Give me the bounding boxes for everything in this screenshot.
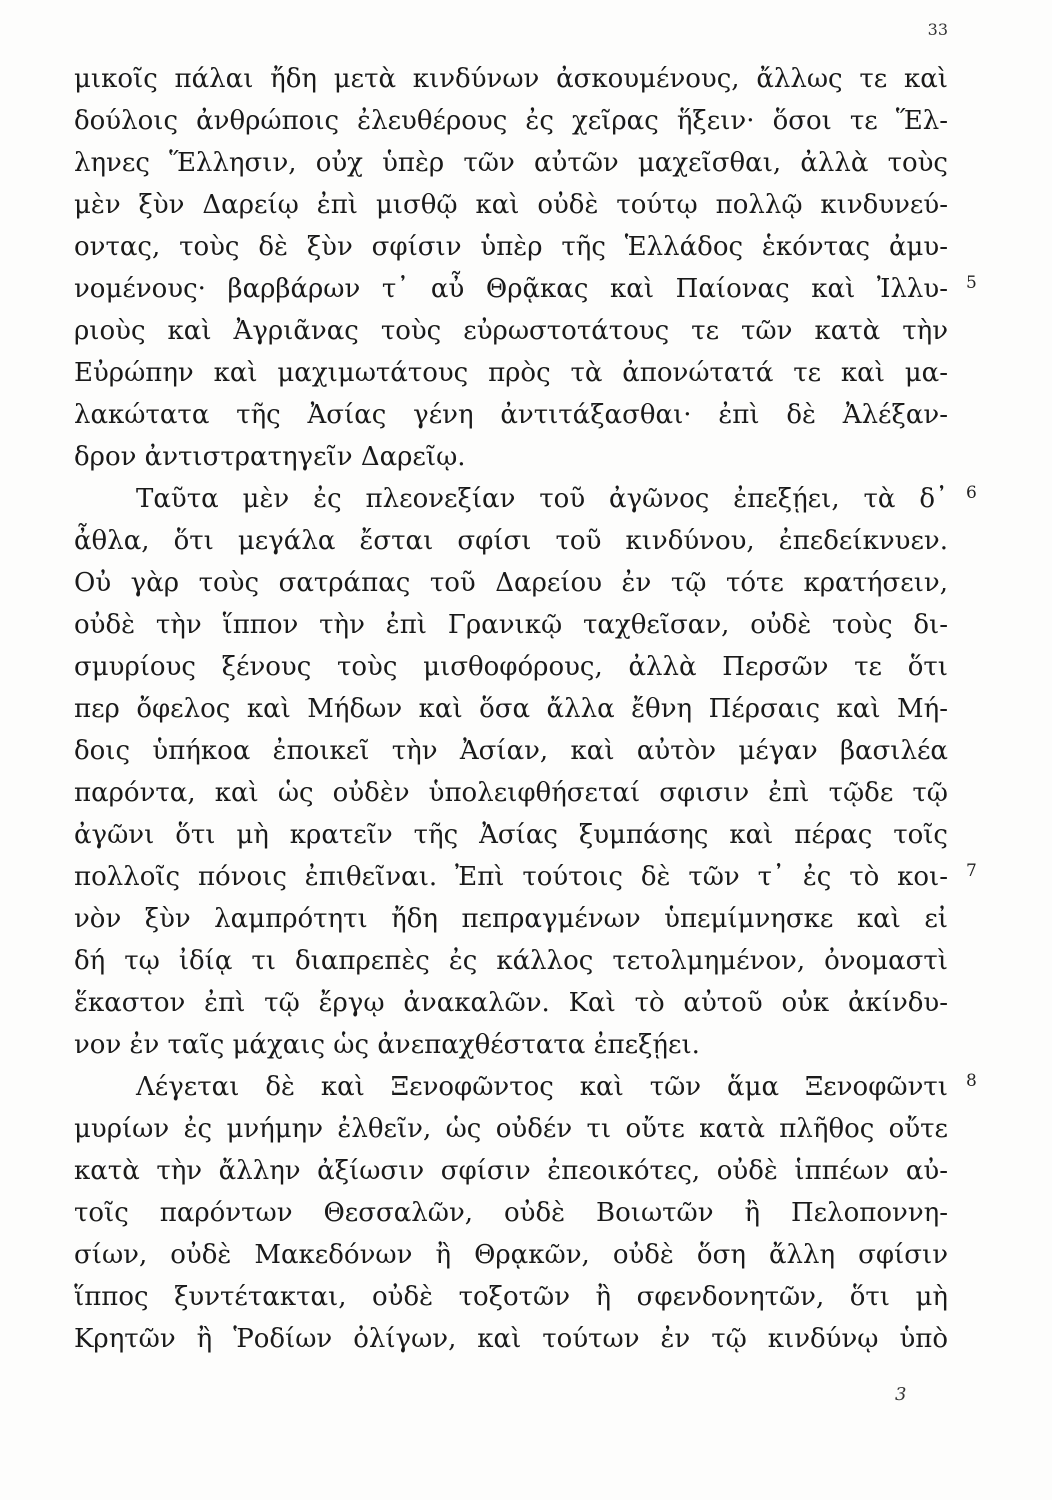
line-text: κατὰ τὴν ἄλλην ἀξίωσιν σφίσιν ἐπεοικότες, οὐδὲ ἱππέων αὐ- — [74, 1156, 948, 1186]
text-line — [74, 982, 948, 1024]
text-line — [74, 1318, 948, 1360]
line-text: δρον ἀντιστρατηγεῖν Δαρεῖῳ. — [74, 442, 466, 472]
line-text: δοις ὑπήκοα ἐποικεῖ τὴν Ἀσίαν, καὶ αὐτὸν μέγαν βασιλέα — [74, 736, 948, 766]
line-text: μὲν ξὺν Δαρείῳ ἐπὶ μισθῷ καὶ οὐδὲ τούτῳ πολλῷ κινδυνεύ- — [74, 190, 948, 220]
line-text: λακώτατα τῆς Ἀσίας γένη ἀντιτάξασθαι· ἐπὶ δὲ Ἀλέξαν- — [74, 400, 948, 430]
text-line — [74, 100, 948, 142]
body-text — [74, 58, 977, 1360]
line-text: νὸν ξὺν λαμπρότητι ἤδη πεπραγμένων ὑπεμίμνησκε καὶ εἰ — [74, 904, 948, 934]
line-text: πολλοῖς πόνοις ἐπιθεῖναι. Ἐπὶ τούτοις δὲ τῶν τ᾽ ἐς τὸ κοι- — [74, 862, 948, 892]
page-number: 33 — [927, 20, 948, 39]
line-text: οντας, τοὺς δὲ ξὺν σφίσιν ὑπὲρ τῆς Ἑλλάδος ἑκόντας ἀμυ- — [74, 232, 948, 262]
line-text: Κρητῶν ἢ Ῥοδίων ὀλίγων, καὶ τούτων ἐν τῷ κινδύνῳ ὑπὸ — [74, 1324, 948, 1354]
text-line — [74, 1276, 948, 1318]
section-number: 5 — [966, 273, 977, 293]
text-line — [74, 1024, 948, 1066]
line-text: Λέγεται δὲ καὶ Ξενοφῶντος καὶ τῶν ἅμα Ξενοφῶντι — [136, 1072, 948, 1102]
line-text: οὐδὲ τὴν ἵππον τὴν ἐπὶ Γρανικῷ ταχθεῖσαν, οὐδὲ τοὺς δι- — [74, 610, 948, 640]
line-text: νον ἐν ταῖς μάχαις ὡς ἀνεπαχθέστατα ἐπεξῄει. — [74, 1030, 700, 1060]
line-text: ἀγῶνι ὅτι μὴ κρατεῖν τῆς Ἀσίας ξυμπάσης καὶ πέρας τοῖς — [74, 820, 948, 850]
text-line — [74, 268, 977, 310]
text-line — [74, 940, 948, 982]
text-line — [74, 814, 948, 856]
signature-mark: 3 — [895, 1384, 907, 1405]
line-text: σίων, οὐδὲ Μακεδόνων ἢ Θρᾳκῶν, οὐδὲ ὅση ἄλλη σφίσιν — [74, 1240, 948, 1270]
text-line — [74, 772, 948, 814]
text-line — [74, 58, 948, 100]
text-line — [74, 898, 948, 940]
line-text: τοῖς παρόντων Θεσσαλῶν, οὐδὲ Βοιωτῶν ἢ Πελοποννη- — [74, 1198, 948, 1228]
line-text: ἆθλα, ὅτι μεγάλα ἔσται σφίσι τοῦ κινδύνου, ἐπεδείκνυεν. — [74, 526, 948, 556]
line-text: δούλοις ἀνθρώποις ἐλευθέρους ἐς χεῖρας ἥξειν· ὅσοι τε Ἕλ- — [74, 106, 948, 136]
line-text: ληνες Ἕλλησιν, οὐχ ὑπὲρ τῶν αὐτῶν μαχεῖσθαι, ἀλλὰ τοὺς — [74, 148, 948, 178]
text-line — [74, 1108, 948, 1150]
text-line — [74, 142, 948, 184]
section-number: 8 — [966, 1071, 977, 1091]
text-line — [74, 478, 977, 520]
line-text: Ταῦτα μὲν ἐς πλεονεξίαν τοῦ ἀγῶνος ἐπεξῄει, τὰ δ᾽ — [136, 484, 948, 514]
text-line — [74, 436, 948, 478]
line-text: νομένους· βαρβάρων τ᾽ αὖ Θρᾷκας καὶ Παίονας καὶ Ἰλλυ- — [74, 274, 948, 304]
line-text: ἵππος ξυντέτακται, οὐδὲ τοξοτῶν ἢ σφενδονητῶν, ὅτι μὴ — [74, 1282, 948, 1312]
text-line — [74, 604, 948, 646]
text-line — [74, 646, 948, 688]
text-line — [74, 352, 948, 394]
line-text: δή τῳ ἰδίᾳ τι διαπρεπὲς ἐς κάλλος τετολμημένον, ὀνομαστὶ — [74, 946, 948, 976]
text-line — [74, 730, 948, 772]
line-text: Εὐρώπην καὶ μαχιμωτάτους πρὸς τὰ ἀπονώτατά τε καὶ μα- — [74, 358, 948, 388]
text-line — [74, 1234, 948, 1276]
text-line — [74, 226, 948, 268]
text-line — [74, 688, 948, 730]
text-line — [74, 1192, 948, 1234]
text-line — [74, 310, 948, 352]
text-line — [74, 184, 948, 226]
text-line — [74, 394, 948, 436]
line-text: παρόντα, καὶ ὡς οὐδὲν ὑπολειφθήσεταί σφισιν ἐπὶ τῷδε τῷ — [74, 778, 948, 808]
text-line — [74, 856, 977, 898]
line-text: μικοῖς πάλαι ἤδη μετὰ κινδύνων ἀσκουμένους, ἄλλως τε καὶ — [74, 64, 948, 94]
line-text: σμυρίους ξένους τοὺς μισθοφόρους, ἀλλὰ Περσῶν τε ὅτι — [74, 652, 948, 682]
section-number: 7 — [966, 861, 977, 881]
section-number: 6 — [966, 483, 977, 503]
line-text: Οὐ γὰρ τοὺς σατράπας τοῦ Δαρείου ἐν τῷ τότε κρατήσειν, — [74, 568, 948, 598]
text-line — [74, 1066, 977, 1108]
line-text: ριοὺς καὶ Ἀγριᾶνας τοὺς εὐρωστοτάτους τε τῶν κατὰ τὴν — [74, 316, 948, 346]
line-text: περ ὄφελος καὶ Μήδων καὶ ὅσα ἄλλα ἔθνη Πέρσαις καὶ Μή- — [74, 694, 948, 724]
line-text: μυρίων ἐς μνήμην ἐλθεῖν, ὡς οὐδέν τι οὔτε κατὰ πλῆθος οὔτε — [74, 1114, 948, 1144]
text-line — [74, 562, 948, 604]
text-line — [74, 1150, 948, 1192]
line-text: ἕκαστον ἐπὶ τῷ ἔργῳ ἀνακαλῶν. Καὶ τὸ αὐτοῦ οὐκ ἀκίνδυ- — [74, 988, 948, 1018]
text-line — [74, 520, 948, 562]
